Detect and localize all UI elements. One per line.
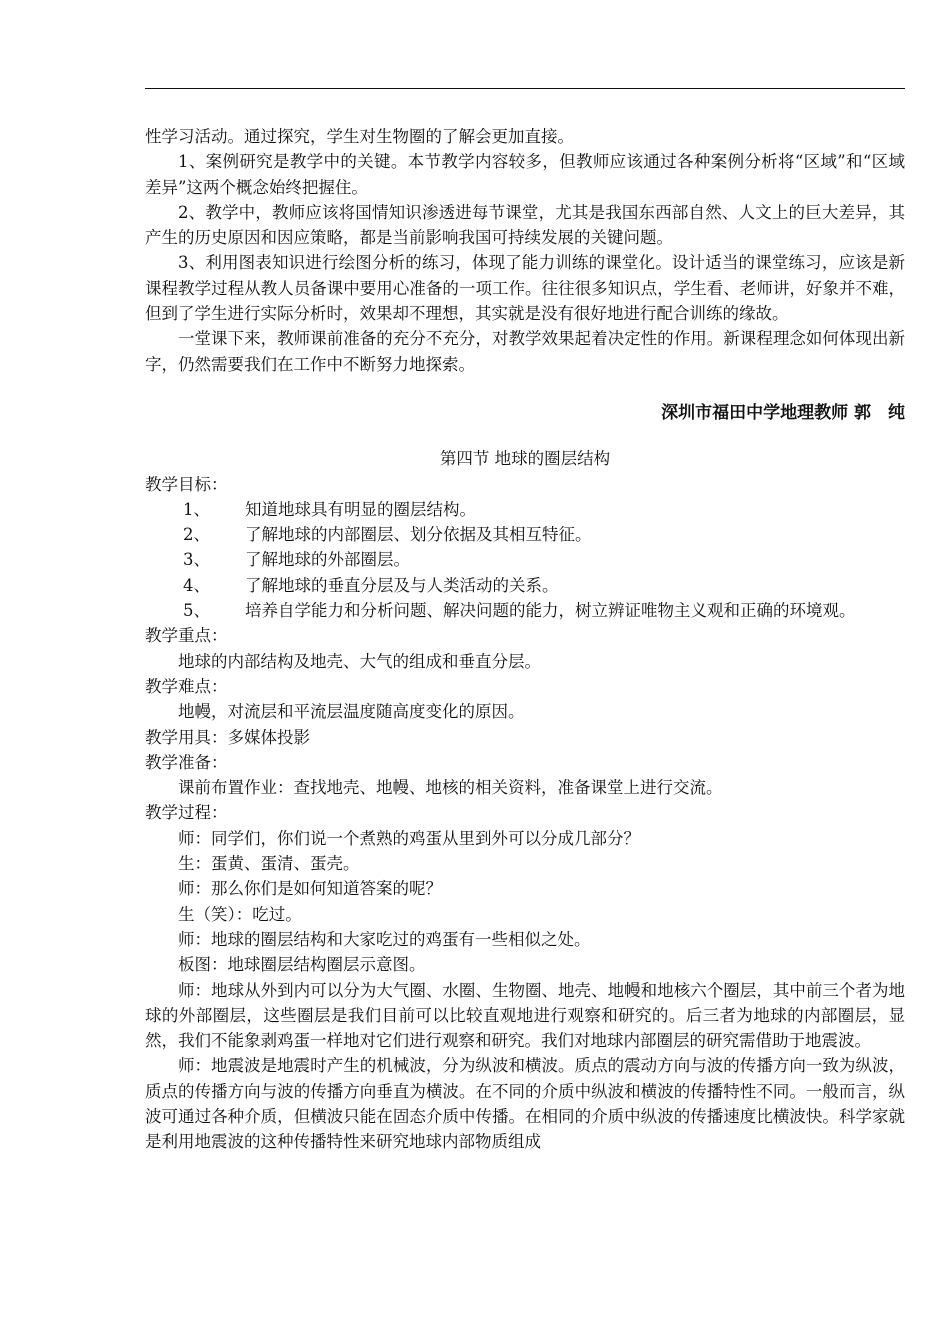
dialogue-line: 师：地震波是地震时产生的机械波，分为纵波和横波。质点的震动方向与波的传播方向一致为纵波，质点的传播方向与波的传播方向垂直为横波。在不同的介质中纵波和横波的传播特性不同。一般而言，纵波可通过各种介质，但横波只能在固态介质中传播。在相同的介质中纵波的传播速度比横波快。科学家就是利用地震波的这种传播特性来研究地球内部物质组成	[145, 1056, 905, 1152]
dialogue-line: 师：那么你们是如何知道答案的呢？	[178, 879, 442, 899]
section-title: 第四节 地球的圈层结构	[439, 449, 611, 469]
objective-item	[145, 598, 905, 623]
dialogue-line: 生（笑）：吃过。	[178, 904, 302, 924]
paragraph: 2、教学中，教师应该将国情知识渗透进每节课堂，尤其是我国东西部自然、人文上的巨大差异，其产生的历史原因和因应策略，都是当前影响我国可持续发展的关键问题。	[145, 202, 905, 248]
author-signature: 深圳市福田中学地理教师 郭 纯	[661, 402, 905, 423]
key-points-label: 教学重点：	[145, 626, 228, 646]
objective-item	[145, 573, 905, 598]
objective-number: 5、	[183, 601, 210, 621]
objectives-label: 教学目标：	[145, 474, 228, 494]
paragraph: 3、利用图表知识进行绘图分析的练习，体现了能力训练的课堂化。设计适当的课堂练习，应该是新课程教学过程从教人员备课中要用心准备的一项工作。往往很多知识点，学生看、老师讲，好象并不难，但到了学生进行实际分析时，效果却不理想，其实就是没有很好地进行配合训练的缘故。	[145, 253, 905, 324]
paragraph: 1、案例研究是教学中的关键。本节教学内容较多，但教师应该通过各种案例分析将“区域”和“区域差异”这两个概念始终把握住。	[145, 152, 905, 197]
objective-text: 了解地球的内部圈层、划分依据及其相互特征。	[245, 525, 592, 545]
preparation-text: 课前布置作业：查找地壳、地幔、地核的相关资料，准备课堂上进行交流。	[178, 778, 723, 798]
dialogue-line: 师：同学们，你们说一个煮熟的鸡蛋从里到外可以分成几部分？	[178, 828, 640, 848]
objective-number: 2、	[183, 525, 210, 545]
objective-number: 4、	[183, 575, 210, 595]
difficulties-label: 教学难点：	[145, 676, 228, 696]
document-body	[145, 124, 905, 1155]
process-label: 教学过程：	[145, 803, 228, 823]
preparation-label: 教学准备：	[145, 752, 228, 772]
objective-number: 3、	[183, 550, 210, 570]
objective-text: 了解地球的垂直分层及与人类活动的关系。	[245, 575, 559, 595]
paragraph: 性学习活动。通过探究，学生对生物圈的了解会更加直接。	[145, 127, 574, 146]
header-rule	[145, 88, 905, 89]
objective-number: 1、	[183, 499, 210, 519]
dialogue-line: 师：地球从外到内可以分为大气圈、水圈、生物圈、地壳、地幔和地核六个圈层，其中前三个者为地球的外部圈层，这些圈层是我们目前可以比较直观地进行观察和研究的。后三者为地球的内部圈层，显然，我们不能象剥鸡蛋一样地对它们进行观察和研究。我们对地球内部圈层的研究需借助于地震波。	[145, 980, 905, 1051]
objective-item	[145, 522, 905, 547]
objective-text: 培养自学能力和分析问题、解决问题的能力，树立辨证唯物主义观和正确的环境观。	[245, 601, 856, 621]
dialogue-line: 生：蛋黄、蛋清、蛋壳。	[178, 854, 360, 874]
paragraph: 一堂课下来，教师课前准备的充分不充分，对教学效果起着决定性的作用。新课程理念如何体现出新字，仍然需要我们在工作中不断努力地探索。	[145, 329, 905, 374]
key-points-text: 地球的内部结构及地壳、大气的组成和垂直分层。	[178, 651, 541, 671]
difficulties-text: 地幔，对流层和平流层温度随高度变化的原因。	[178, 702, 525, 722]
objective-text: 知道地球具有明显的圈层结构。	[245, 499, 476, 519]
dialogue-line: 师：地球的圈层结构和大家吃过的鸡蛋有一些相似之处。	[178, 929, 591, 949]
dialogue-line: 板图：地球圈层结构圈层示意图。	[178, 955, 426, 975]
objective-item	[145, 547, 905, 572]
objective-text: 了解地球的外部圈层。	[245, 550, 410, 570]
teaching-tools: 教学用具：多媒体投影	[145, 727, 310, 747]
objective-item	[145, 497, 905, 522]
